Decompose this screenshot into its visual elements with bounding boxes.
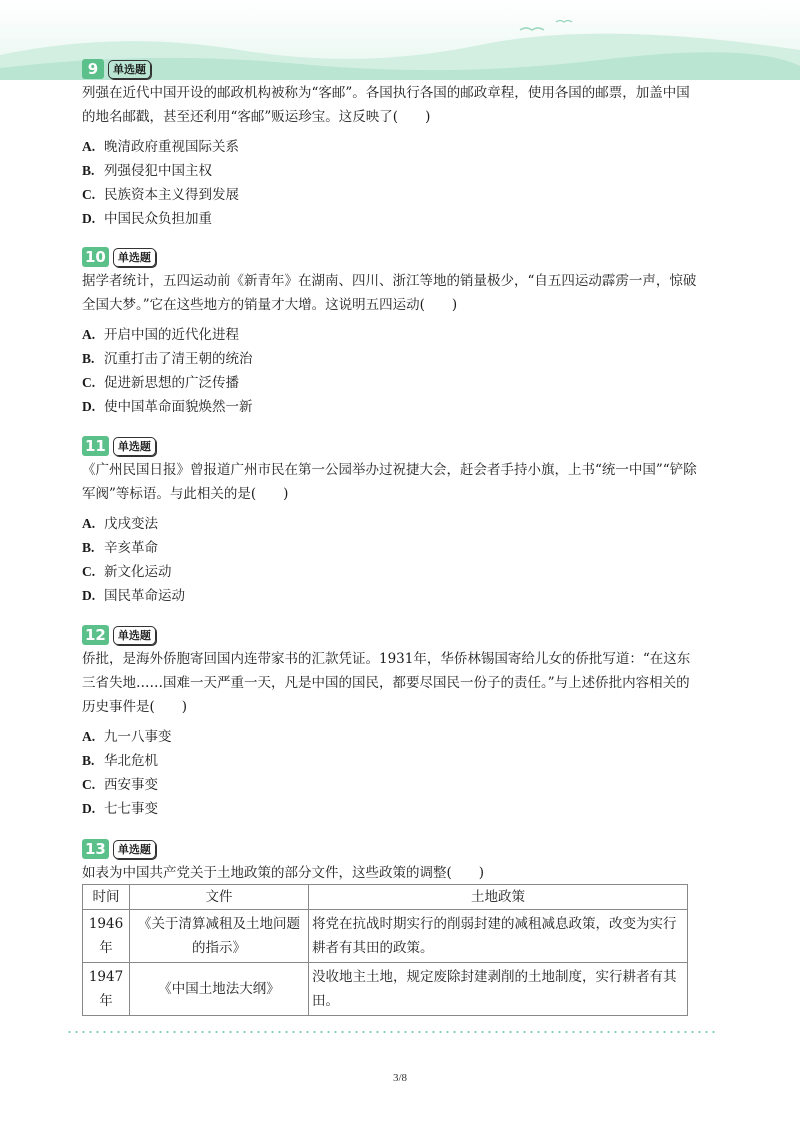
option-key: D. [82,801,96,816]
option-text: 九一八事变 [104,729,172,745]
question-stem: 列强在近代中国开设的邮政机构被称为“客邮”。各国执行各国的邮政章程，使用各国的邮票，加盖中国的地名邮戳，甚至还利用“客邮”贩运珍宝。这反映了( ) [82,85,690,125]
option-text: 晚清政府重视国际关系 [104,139,239,155]
option-key: D. [82,399,96,414]
question-type-tag: 单选题 [113,626,156,645]
option-text: 列强侵犯中国主权 [104,163,212,179]
option-key: B. [82,351,95,366]
option-b[interactable] [82,749,702,773]
option-key: B. [82,753,95,768]
option-c[interactable] [82,183,702,207]
question-stem: 如表为中国共产党关于土地政策的部分文件，这些政策的调整( ) [82,865,485,881]
question-type-tag: 单选题 [113,840,156,859]
table-row [83,963,688,1016]
table-cell: 将党在抗战时期实行的削弱封建的减租减息政策，改变为实行耕者有其田的政策。 [309,910,688,963]
option-key: A. [82,327,96,342]
option-text: 新文化运动 [104,564,172,580]
option-d[interactable] [82,207,702,231]
option-c[interactable] [82,560,702,584]
option-text: 戊戌变法 [104,516,158,532]
option-a[interactable] [82,323,702,347]
option-key: C. [82,375,96,390]
question-12 [82,624,702,821]
question-type-tag: 单选题 [108,60,151,79]
option-c[interactable] [82,371,702,395]
option-b[interactable] [82,159,702,183]
option-text: 开启中国的近代化进程 [104,327,239,343]
option-key: B. [82,540,95,555]
option-a[interactable] [82,725,702,749]
option-text: 华北危机 [104,753,158,769]
question-number: 11 [82,436,109,456]
question-number: 12 [82,625,109,645]
option-text: 沉重打击了清王朝的统治 [104,351,253,367]
table-header-cell: 土地政策 [309,885,688,910]
option-text: 七七事变 [104,801,158,817]
option-key: A. [82,729,96,744]
table-cell: 1946年 [83,910,130,963]
option-d[interactable] [82,797,702,821]
table-cell: 《中国土地法大纲》 [130,963,309,1016]
table-row [83,910,688,963]
question-type-tag: 单选题 [113,248,156,267]
question-11 [82,435,702,608]
option-a[interactable] [82,512,702,536]
option-d[interactable] [82,395,702,419]
question-10 [82,246,702,419]
table-cell: 没收地主土地，规定废除封建剥削的土地制度，实行耕者有其田。 [309,963,688,1016]
question-9 [82,58,702,231]
table-header-cell: 文件 [130,885,309,910]
option-text: 使中国革命面貌焕然一新 [104,399,253,415]
question-stem: 据学者统计，五四运动前《新青年》在湖南、四川、浙江等地的销量极少，“自五四运动霹雳一声，惊破全国大梦。”它在这些地方的销量才大增。这说明五四运动( ) [82,273,697,313]
question-number: 9 [82,59,104,79]
question-stem: 侨批，是海外侨胞寄回国内连带家书的汇款凭证。1931年，华侨林锡国寄给儿女的侨批写道：“在这东三省失地……国难一天严重一天，凡是中国的国民，都要尽国民一份子的责任。”与上述侨批内容相关的历史事件是( ) [82,651,691,715]
option-key: A. [82,139,96,154]
option-a[interactable] [82,135,702,159]
table-cell: 1947年 [83,963,130,1016]
option-key: C. [82,564,96,579]
option-b[interactable] [82,536,702,560]
option-text: 中国民众负担加重 [104,211,212,227]
option-key: A. [82,516,96,531]
option-d[interactable] [82,584,702,608]
land-policy-table [82,884,688,1016]
question-number: 13 [82,839,109,859]
option-text: 西安事变 [104,777,158,793]
table-header-cell: 时间 [83,885,130,910]
option-key: D. [82,211,96,226]
option-b[interactable] [82,347,702,371]
question-13 [82,838,702,885]
option-key: D. [82,588,96,603]
option-text: 民族资本主义得到发展 [104,187,239,203]
page-number: 3/8 [392,1072,408,1084]
option-key: B. [82,163,95,178]
option-text: 促进新思想的广泛传播 [104,375,239,391]
table-header-row [83,885,688,910]
question-number: 10 [82,247,109,267]
option-key: C. [82,777,96,792]
question-type-tag: 单选题 [113,437,156,456]
option-c[interactable] [82,773,702,797]
question-stem: 《广州民国日报》曾报道广州市民在第一公园举办过祝捷大会，赶会者手持小旗，上书“统一中国”“铲除军阀”等标语。与此相关的是( ) [82,462,697,502]
table-cell: 《关于清算减租及土地问题的指示》 [130,910,309,963]
option-key: C. [82,187,96,202]
option-text: 国民革命运动 [104,588,185,604]
option-text: 辛亥革命 [104,540,158,556]
dotted-divider [66,1031,716,1033]
